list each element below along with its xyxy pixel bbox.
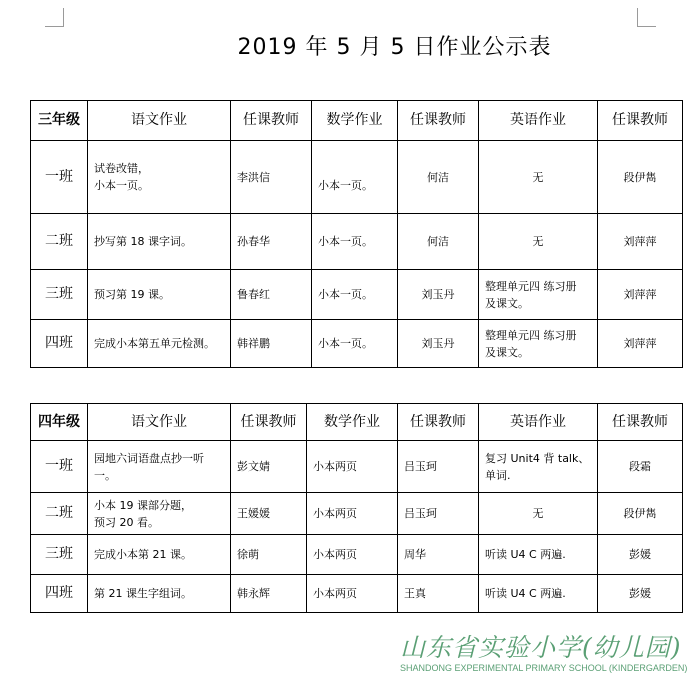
header-teacher: 任课教师 (598, 101, 683, 141)
header-teacher: 任课教师 (231, 404, 307, 441)
header-grade: 四年级 (31, 404, 88, 441)
school-logo (400, 628, 690, 673)
chinese-teacher-cell: 徐萌 (231, 535, 307, 575)
english-homework-cell: 无 (479, 493, 598, 535)
english-homework-cell: 复习 Unit4 背 talk、 单词. (479, 441, 598, 493)
header-math-homework: 数学作业 (312, 101, 398, 141)
math-homework-cell: 小本两页 (307, 575, 398, 613)
class-name: 四班 (31, 575, 88, 613)
english-teacher-cell: 段伊雋 (598, 141, 683, 214)
math-homework-cell: 小本一页。 (312, 141, 398, 214)
class-name: 三班 (31, 535, 88, 575)
chinese-homework-cell: 园地六词语盘点抄一听一。 (88, 441, 231, 493)
table-row (31, 270, 683, 320)
chinese-homework-cell: 试卷改错， 小本一页。 (88, 141, 231, 214)
english-homework-cell: 听读 U4 C 两遍. (479, 575, 598, 613)
math-homework-cell: 小本两页 (307, 535, 398, 575)
header-teacher: 任课教师 (398, 101, 479, 141)
class-name: 二班 (31, 493, 88, 535)
chinese-teacher-cell: 彭文婧 (231, 441, 307, 493)
math-homework-cell: 小本一页。 (312, 320, 398, 368)
table-header-row (31, 101, 683, 141)
class-name: 四班 (31, 320, 88, 368)
math-teacher-cell: 刘玉丹 (398, 320, 479, 368)
header-chinese-homework: 语文作业 (88, 404, 231, 441)
math-homework-cell: 小本两页 (307, 441, 398, 493)
class-name: 三班 (31, 270, 88, 320)
crop-mark-top-left (45, 8, 64, 27)
english-homework-cell: 整理单元四 练习册 及课文。 (479, 270, 598, 320)
math-teacher-cell: 何洁 (398, 214, 479, 270)
chinese-homework-cell: 第 21 课生字组词。 (88, 575, 231, 613)
math-teacher-cell: 周华 (398, 535, 479, 575)
table-row (31, 214, 683, 270)
english-teacher-cell: 彭媛 (598, 535, 683, 575)
math-homework-cell: 小本两页 (307, 493, 398, 535)
table-header-row (31, 404, 683, 441)
header-teacher: 任课教师 (398, 404, 479, 441)
chinese-teacher-cell: 韩祥鹏 (231, 320, 312, 368)
table-row (31, 441, 683, 493)
english-teacher-cell: 段伊雋 (598, 493, 683, 535)
table-row (31, 493, 683, 535)
chinese-teacher-cell: 韩永辉 (231, 575, 307, 613)
logo-chinese-name: 山东省实验小学(幼儿园) (400, 633, 682, 662)
header-math-homework: 数学作业 (307, 404, 398, 441)
english-teacher-cell: 段霜 (598, 441, 683, 493)
header-english-homework: 英语作业 (479, 101, 598, 141)
table-row (31, 141, 683, 214)
chinese-teacher-cell: 鲁春红 (231, 270, 312, 320)
chinese-teacher-cell: 李洪信 (231, 141, 312, 214)
math-teacher-cell: 刘玉丹 (398, 270, 479, 320)
header-english-homework: 英语作业 (479, 404, 598, 441)
chinese-homework-cell: 小本 19 课部分题， 预习 20 看。 (88, 493, 231, 535)
math-homework-cell: 小本一页。 (312, 214, 398, 270)
english-homework-cell: 听读 U4 C 两遍. (479, 535, 598, 575)
english-homework-cell: 无 (479, 141, 598, 214)
class-name: 二班 (31, 214, 88, 270)
english-teacher-cell: 刘萍萍 (598, 320, 683, 368)
grade-4-homework-table (30, 403, 683, 613)
page-title: 2019 年 5 月 5 日作业公示表 (237, 35, 552, 60)
table-row (31, 320, 683, 368)
math-teacher-cell: 何洁 (398, 141, 479, 214)
chinese-teacher-cell: 王媛媛 (231, 493, 307, 535)
chinese-homework-cell: 抄写第 18 课字词。 (88, 214, 231, 270)
english-teacher-cell: 刘萍萍 (598, 270, 683, 320)
english-homework-cell: 无 (479, 214, 598, 270)
class-name: 一班 (31, 441, 88, 493)
header-teacher: 任课教师 (598, 404, 683, 441)
english-homework-cell: 整理单元四 练习册 及课文。 (479, 320, 598, 368)
grade-3-homework-table (30, 100, 683, 368)
english-teacher-cell: 刘萍萍 (598, 214, 683, 270)
table-row (31, 575, 683, 613)
header-teacher: 任课教师 (231, 101, 312, 141)
chinese-homework-cell: 预习第 19 课。 (88, 270, 231, 320)
chinese-teacher-cell: 孙春华 (231, 214, 312, 270)
header-grade: 三年级 (31, 101, 88, 141)
header-chinese-homework: 语文作业 (88, 101, 231, 141)
logo-english-name: SHANDONG EXPERIMENTAL PRIMARY SCHOOL (KINDERGARDEN) (400, 663, 688, 673)
math-teacher-cell: 吕玉珂 (398, 441, 479, 493)
math-homework-cell: 小本一页。 (312, 270, 398, 320)
math-teacher-cell: 王真 (398, 575, 479, 613)
chinese-homework-cell: 完成小本第五单元检测。 (88, 320, 231, 368)
table-row (31, 535, 683, 575)
english-teacher-cell: 彭媛 (598, 575, 683, 613)
crop-mark-top-right (637, 8, 656, 27)
class-name: 一班 (31, 141, 88, 214)
chinese-homework-cell: 完成小本第 21 课。 (88, 535, 231, 575)
math-teacher-cell: 吕玉珂 (398, 493, 479, 535)
